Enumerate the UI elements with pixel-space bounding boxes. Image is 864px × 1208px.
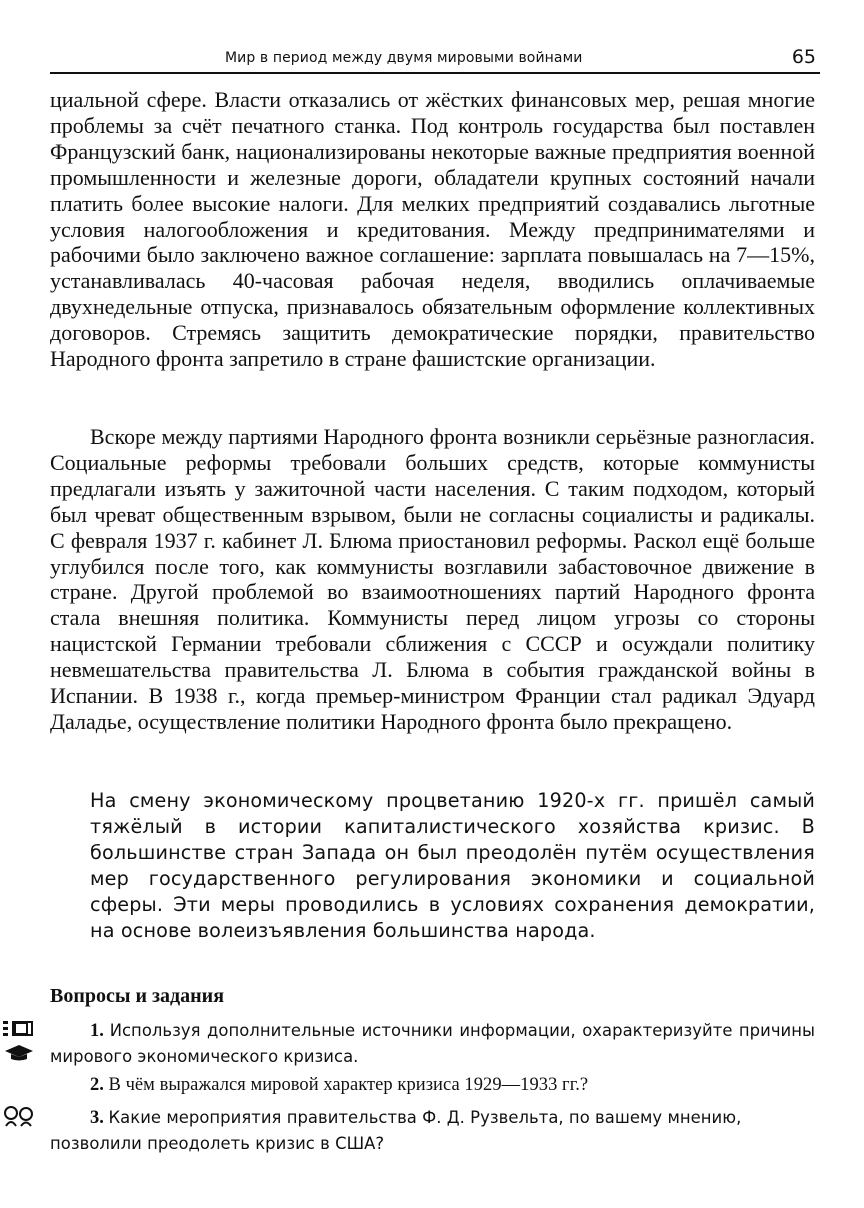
paragraph-2: Вскоре между партиями Народного фронта возникли серьёзные разногласия. Социальные реформы требовали больших средств, которые коммунисты предлагали изъять у зажиточной части населения. С таким подходом, который был чреват общественным взрывом, были не согласны социалисты и радикалы. С февраля 1937 г. кабинет Л. Блюма приостановил реформы. Раскол ещё больше углубился после того, как коммунисты возглавили забастовочное движение в стране. Другой проблемой во взаимоотношениях партий Народного фронта стала внешняя политика. Коммунисты перед лицом угрозы со стороны нацистской Германии требовали сближения с СССР и осуждали политику невмешательства правительства Л. Блюма в события гражданской войны в Испании. В 1938 г., когда премьер-министром Франции стал радикал Эдуард Даладье, осуществление политики Народного фронта было прекращено.: [50, 424, 815, 734]
summary-block: На смену экономическому процветанию 1920-х гг. пришёл самый тяжёлый в истории капиталистического хозяйства кризис. В большинстве стран Запада он был преодолён путём осуществления мер государственного регулирования экономики и социальной сферы. Эти меры проводились в условиях сохранения демократии, на основе волеизъявления большинства народа.: [90, 789, 815, 942]
question-text: Используя дополнительные источники информации, охарактеризуйте причины мирового экономического кризиса.: [50, 1021, 816, 1066]
question-number: 3.: [90, 1108, 104, 1128]
running-header: [50, 46, 820, 74]
question-number: 1.: [90, 1021, 104, 1041]
page-number: 65: [791, 46, 816, 68]
question-2: [50, 1073, 815, 1098]
graduation-cap-icon: [2, 1044, 36, 1067]
book-icon: [2, 1019, 36, 1044]
question-3: [50, 1105, 815, 1157]
question-1: [50, 1018, 815, 1070]
question-text: В чём выражался мировой характер кризиса 1929—1933 гг.?: [108, 1075, 589, 1095]
discussion-icon: [2, 1104, 38, 1133]
question-number: 2.: [90, 1075, 104, 1095]
question-text: Какие мероприятия правительства Ф. Д. Рузвельта, по вашему мнению, позволили преодолеть кризис в США?: [50, 1108, 742, 1153]
questions-heading: Вопросы и задания: [50, 985, 225, 1007]
paragraph-1: циальной сфере. Власти отказались от жёстких финансовых мер, решая многие проблемы за счёт печатного станка. Под контроль государства был поставлен Французский банк, национализированы некоторые важные предприятия военной промышленности и железные дороги, обладатели крупных состояний начали платить более высокие налоги. Для мелких предприятий создавались льготные условия налогообложения и кредитования. Между предпринимателями и рабочими было заключено важное соглашение: зарплата повышалась на 7—15%, устанавливалась 40-часовая рабочая неделя, вводились оплачиваемые двухнедельные отпуска, признавалось обязательным оформление коллективных договоров. Стремясь защитить демократические порядки, правительство Народного фронта запретило в стране фашистские организации.: [50, 87, 815, 372]
running-title: Мир в период между двумя мировыми войнами: [225, 50, 583, 66]
